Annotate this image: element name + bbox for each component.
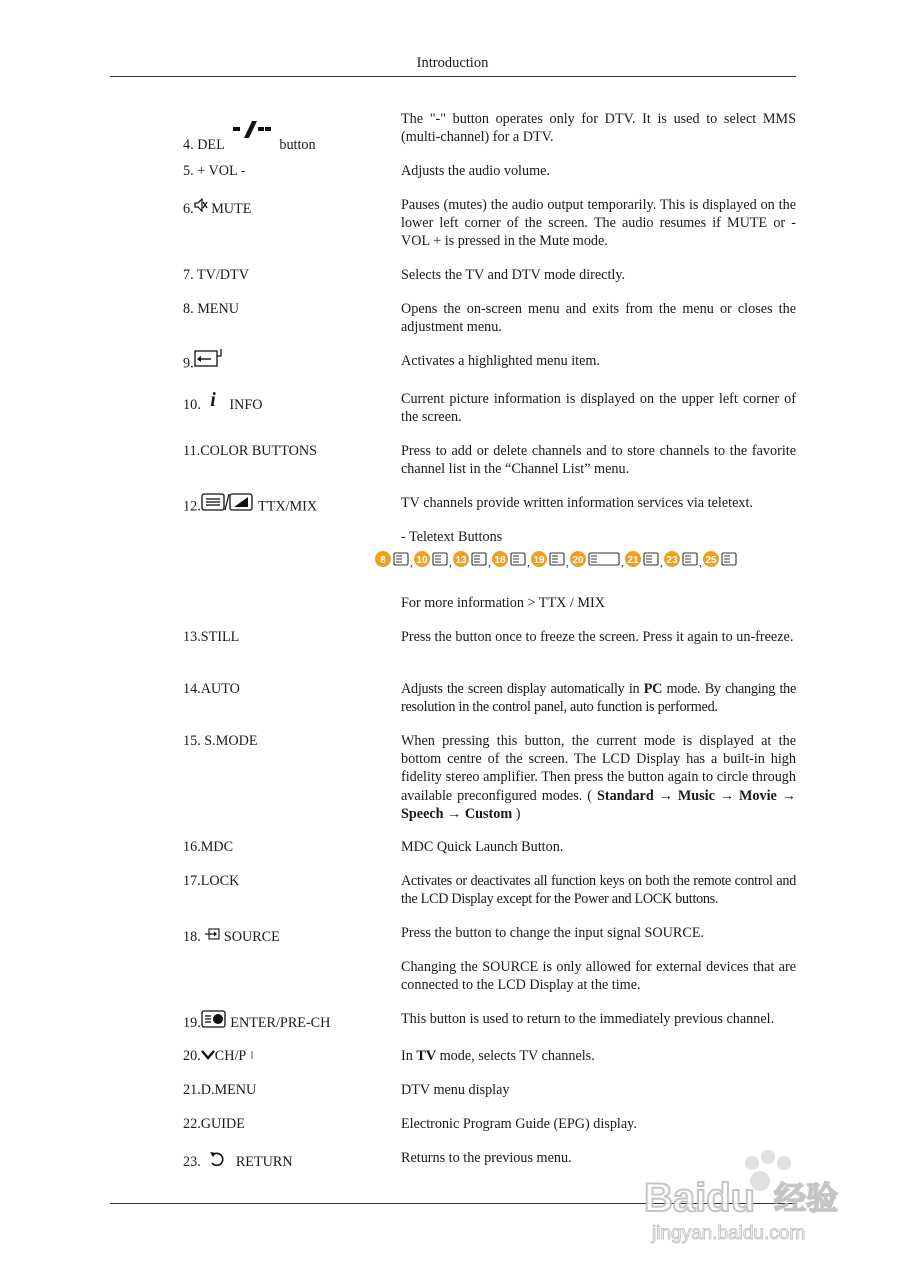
entry-description: Electronic Program Guide (EPG) display. [401,1116,637,1132]
chevron-down-icon [201,1050,215,1060]
teletext-button-number: 25 [705,555,717,566]
entry-label: 12. [183,498,201,515]
entry-note: For more information > TTX / MIX [401,595,605,611]
entry-suffix: RETURN [235,1154,293,1170]
entry-suffix: button [279,137,316,153]
page-header-title: Introduction [416,55,489,71]
entry-description: Adjusts the audio volume. [401,163,550,179]
source-icon [204,928,220,940]
entry-label: 20. [183,1048,201,1064]
entry-description: This button is used to return to the immediately previous channel. [401,1011,775,1027]
teletext-button-number: 8 [380,555,386,566]
tv-keyword: TV [416,1048,437,1064]
teletext-button-number: 23 [666,555,678,566]
entry-description: Current picture information is displayed on the upper left corner of the screen. [401,391,796,426]
return-icon [208,1150,226,1168]
teletext-button-13 [453,551,491,569]
entry-description: MDC Quick Launch Button. [401,839,564,855]
entry-label: 15. S.MODE [183,733,258,749]
teletext-button-number: 13 [455,555,467,566]
entry-suffix: ENTER/PRE-CH [230,1015,331,1031]
entry-description: Activates or deactivates all function keys on both the remote control and the LCD Display except for the Power and LOCK buttons. [401,873,796,908]
teletext-button-19 [531,551,569,569]
teletext-button-21 [625,551,663,569]
entry-label: 16.MDC [183,839,234,855]
entry-description: TV channels provide written information services via teletext. [401,495,753,511]
entry-suffix: TTX/MIX [258,498,318,515]
entry-label: 14.AUTO [183,681,240,697]
entry-label: 23. [183,1154,201,1170]
entry-description: Press the button to change the input signal SOURCE. [401,925,705,941]
entry-description: Activates a highlighted menu item. [401,353,600,369]
teletext-button-25 [703,551,736,567]
teletext-button-number: 21 [627,555,639,566]
entry-description: DTV menu display [401,1082,510,1098]
del-dash-icon [232,119,272,141]
ttx-mix-icon [201,492,255,512]
teletext-button-18 [492,551,530,569]
entry-note: Changing the SOURCE is only allowed for external devices that are connected to the LCD Display at the time. [401,959,796,994]
entry-description: When pressing this button, the current mode is displayed at the bottom centre of the screen. The LCD Display has a built-in high fidelity stereo amplifier. Then press the button again to circle through available preconfigured modes. ( Standard → Music → Movie → Speech → Custom ) [401,733,796,822]
entry-label: 4. DEL [183,137,225,153]
separator-comma: , [566,555,569,569]
entry-label: 21.D.MENU [183,1082,257,1098]
entry-description: Adjusts the screen display automatically in PC mode. By changing the resolution in the control panel, auto function is performed. [401,681,797,716]
entry-suffix: CH/P [214,1048,246,1064]
teletext-button-20 [570,551,624,569]
teletext-button-number: 10 [416,555,428,566]
separator-comma: , [621,555,624,569]
header-rule [110,76,796,77]
entry-label: 22.GUIDE [183,1116,245,1132]
separator-comma: , [527,555,530,569]
entry-description: Opens the on-screen menu and exits from the menu or closes the adjustment menu. [401,301,796,336]
entry-label: 8. MENU [183,301,239,317]
entry-description: Press the button once to freeze the screen. Press it again to un-freeze. [401,629,794,645]
entry-description: Selects the TV and DTV mode directly. [401,267,626,283]
entry-label: 18. [183,929,201,945]
separator-comma: , [449,555,452,569]
teletext-button-8 [375,551,413,569]
watermark-url: jingyan.baidu.com [652,1223,806,1244]
entry-description: Returns to the previous menu. [401,1150,572,1166]
entry-label: 5. + VOL - [183,163,246,179]
entry-label: 7. TV/DTV [183,267,249,283]
entry-subheading: - Teletext Buttons [401,529,503,545]
separator-comma: , [488,555,491,569]
teletext-button-number: 20 [572,555,584,566]
teletext-button-23 [664,551,702,569]
teletext-button-10 [414,551,452,569]
enter-prech-icon [201,1010,227,1028]
teletext-button-number: 18 [494,555,506,566]
separator-comma: , [410,555,413,569]
entry-description: The "-" button operates only for DTV. It is used to select MMS (multi-channel) for a DTV. [401,111,796,146]
info-icon: i [210,389,216,411]
entry-description: Press to add or delete channels and to store channels to the favorite channel list in the “Channel List” menu. [401,443,796,478]
entry-suffix: INFO [229,397,263,413]
teletext-button-number: 19 [533,555,545,566]
entry-label: 17.LOCK [183,873,240,889]
separator-comma: , [699,555,702,569]
chevron-up-icon [249,1050,255,1060]
entry-label: 11.COLOR BUTTONS [183,443,318,459]
entry-label: 6. [183,201,194,217]
entry-label: 13.STILL [183,629,240,645]
entry-label: 9. [183,355,194,372]
entry-suffix: SOURCE [223,929,280,945]
enter-icon [194,348,224,368]
entry-description: In TV mode, selects TV channels. [401,1048,595,1064]
separator-comma: , [660,555,663,569]
entry-label: 19. [183,1015,201,1031]
entry-suffix: MUTE [211,201,252,217]
entry-description: Pauses (mutes) the audio output temporarily. This is displayed on the lower left corner of the screen. The audio resumes if MUTE or - VOL + is pressed in the Mute mode. [401,197,796,250]
watermark-brand: Baidu [644,1176,756,1220]
teletext-buttons-strip [374,548,814,570]
pc-keyword: PC [643,681,663,697]
entry-label: 10. [183,397,201,413]
watermark-brand-cn: 经验 [774,1179,839,1217]
sound-modes: Standard → Music → Movie → Speech → Custom [401,787,796,822]
mute-icon [194,198,208,212]
baidu-jingyan-watermark [640,1145,870,1245]
